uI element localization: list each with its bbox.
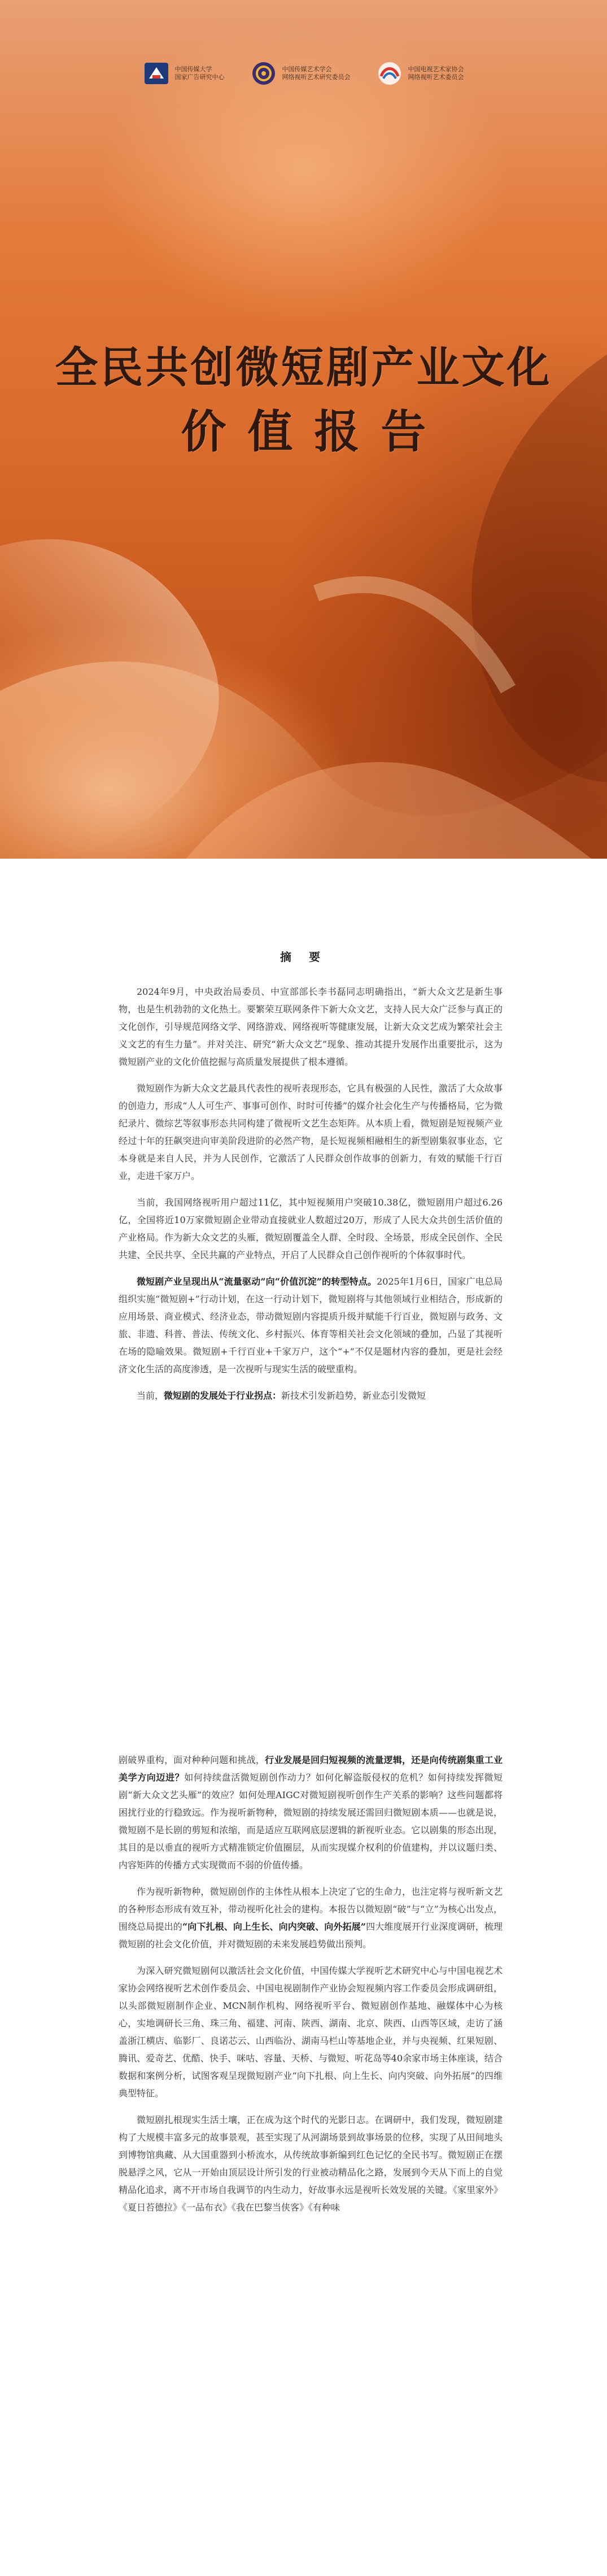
art-society-logo-icon: [251, 60, 277, 86]
abstract-paragraph-5-body: 新技术引发新趋势，新业态引发微短: [281, 1390, 426, 1401]
logo-tv-association: [377, 60, 464, 86]
logo-art-society-line1: 中国传媒艺术学会: [282, 66, 332, 73]
abstract-paragraph-7-body: 四大维度展开行业深度调研，梳理微短剧的社会文化价值，并对微短剧的未来发展趋势做出预判。: [119, 1921, 503, 1950]
abstract-paragraph-5-bold: 微短剧的发展处于行业拐点：: [164, 1390, 282, 1401]
cuc-logo-icon: [143, 60, 169, 86]
abstract-paragraph-4-body: 2025年1月6日，国家广电总局组织实施“微短剧+”行动计划，在这一行动计划下，微短剧将与其他领域行业相结合，形成新的应用场景、商业模式、经济业态，带动微短剧内容提质升级并赋能千行百业，微短剧与政务、文旅、非遗、科普、普法、传统文化、乡村振兴、体育等相关社会文化领域的叠加，凸显了其视听在场的隐喻效果。微短剧+千行百业+千家万户，这个“+”不仅是题材内容的叠加，更是社会经济文化生活的高度渗透，是一次视听与现实生活的破壁重构。: [119, 1276, 503, 1374]
logo-art-society: [251, 60, 351, 86]
abstract-paragraph-7-lead: 作为视听新物种，微短剧创作的主体性从根本上决定了它的生命力，也注定将与视听新文艺的各种形态形成有效互补，带动视听化社会的建构。本报告以微短剧“破”与“立”为核心出发点，围绕总局提出的: [119, 1886, 503, 1932]
cover-banner: [0, 0, 607, 859]
abstract-paragraph-7-bold: “向下扎根、向上生长、向内突破、向外拓展”: [182, 1921, 366, 1932]
abstract-paragraph-5: [119, 1387, 503, 1404]
abstract-paragraph-2: 微短剧作为新大众文艺最具代表性的视听表现形态，它具有极强的人民性，激活了大众故事的创造力，形成“人人可生产、事事可创作、时时可传播”的媒介社会化生产与传播格局，它为微纪录片、微综艺等叙事形态共同构建了微视听文艺生态矩阵。从本质上看，微短剧是短视频产业经过十年的狂飙突进向审美阶段进阶的必然产物，是长短视频相融相生的新型剧集叙事业态，它本身就是来自人民，并为人民创作，它激活了人民群众创作故事的创新力，有效的赋能千行百业，走进千家万户。: [119, 1083, 503, 1181]
abstract-paragraph-3: 当前，我国网络视听用户超过11亿，其中短视频用户突破10.38亿，微短剧用户超过6.26亿，全国将近10万家微短剧企业带动直接就业人数超过20万，形成了人民大众共创生活价值的产业格局。作为新大众文艺的头雁，微短剧覆盖全人群、全时段、全场景，形成全民创作、全民共建、全民共享、全民共赢的产业特点，开启了人民群众自己创作视听的个体叙事时代。: [119, 1197, 503, 1260]
logo-bar: [0, 54, 607, 93]
tv-association-logo-icon: [377, 60, 403, 86]
logo-cuc-line2: 国家广告研究中心: [174, 73, 225, 81]
logo-tv-association-line1: 中国电视艺术家协会: [408, 66, 464, 73]
abstract-paragraph-1: 2024年9月，中央政治局委员、中宣部部长李书磊同志明确指出，“新大众文艺是新生事物，也是生机勃勃的文化热土。要繁荣互联网条件下新大众文艺，支持人民大众广泛参与真正的文化创作，引导规范网络文学、网络游戏、网络视听等健康发展，让新大众文艺成为繁荣社会主义文艺的有生力量”。并对关注、研究“新大众文艺”现象、推动其提升发展作出重要批示，这为微短剧产业的文化价值挖掘与高质量发展提供了根本遵循。: [119, 986, 503, 1067]
abstract-paragraph-8: 为深入研究微短剧何以激活社会文化价值，中国传媒大学视听艺术研究中心与中国电视艺术家协会网络视听艺术创作委员会、中国电视剧制作产业协会短视频内容工作委员会形成调研组，以头部微短剧制作企业、MCN制作机构、网络视听平台、微短剧创作基地、融媒体中心为核心，实地调研长三角、珠三角、福建、河南、陕西、湖南、北京、陕西、山西等区域，走访了涵盖浙江横店、临影厂、良诺芯云、山西临汾、湖南马栏山等基地企业，并与央视频、红果短剧、腾讯、爱奇艺、优酷、快手、咪咕、容量、天桥、与微短、听花岛等40余家市场主体座谈，结合数据和案例分析，试图客观呈现微短剧产业“向下扎根、向上生长、向内突破、向外拓展”的四维典型特征。: [119, 1965, 503, 2099]
abstract-paragraph-4: [119, 1273, 503, 1378]
abstract-paragraph-5-lead: 当前，: [137, 1390, 164, 1401]
abstract-paragraph-6-body: 如何持续盘活微短剧创作动力？如何化解盗版侵权的危机？如何持续发挥微短剧“新大众文艺头雁”的效应？如何处理AIGC对微短剧视听创作生产关系的影响？这些问题都将困扰行业的行稳致远。作为视听新物种，微短剧的持续发展还需回归微短剧本质——也就是说，微短剧不是长剧的剪短和浓缩，而是适应互联网底层逻辑的新视听业态。它以剧集的形态出现，其目的是以垂直的视听方式精准锁定价值圈层，从而实现媒介权利的价值建构，并以议题归类、内容矩阵的传播方式实现微而不弱的价值传播。: [119, 1772, 503, 1870]
abstract-paragraph-7: [119, 1883, 503, 1953]
abstract-paragraph-6: [119, 1751, 503, 1874]
logo-tv-association-line2: 网络视听艺术委员会: [408, 73, 464, 81]
abstract-paragraph-9: 微短剧扎根现实生活土壤，正在成为这个时代的光影日志。在调研中，我们发现，微短剧建构了大规模丰富多元的故事景观，甚至实现了从河湖场景到故事场景的位移，实现了从田间地头到博物馆典藏、从大国重器到小桥流水，从传统故事新编到红色记忆的全民书写。微短剧正在摆脱悬浮之风，它从一开始由顶层设计所引发的行业被动精品化之路，发展到今天从下而上的自觉精品化追求，离不开市场自我调节的内生动力，好故事永远是视听长效发展的关键。《家里家外》《夏日苔德拉》《一品布衣》《我在巴黎当侠客》《有种味: [119, 2114, 503, 2213]
abstract-body-page1: [119, 983, 503, 1413]
logo-cuc-line1: 中国传媒大学: [174, 66, 212, 73]
logo-cuc: [143, 60, 225, 86]
abstract-body-page2: [119, 1751, 503, 2225]
abstract-paragraph-6-lead: 剧破界重构，面对种种问题和挑战，: [119, 1755, 265, 1765]
abstract-paragraph-6-bold: 行业发展是回归短视频的流量逻辑，还是向传统剧集重工业美学方向迈进？: [119, 1755, 503, 1783]
report-title-line2: 价值报告: [181, 406, 448, 458]
report-title-line1: 全民共创微短剧产业文化: [55, 342, 552, 393]
logo-art-society-line2: 网络视听艺术研究委员会: [282, 73, 351, 81]
abstract-heading: 摘 要: [280, 950, 327, 964]
abstract-paragraph-4-bold: 微短剧产业呈现出从“流量驱动”向“价值沉淀”的转型特点。: [137, 1276, 377, 1287]
